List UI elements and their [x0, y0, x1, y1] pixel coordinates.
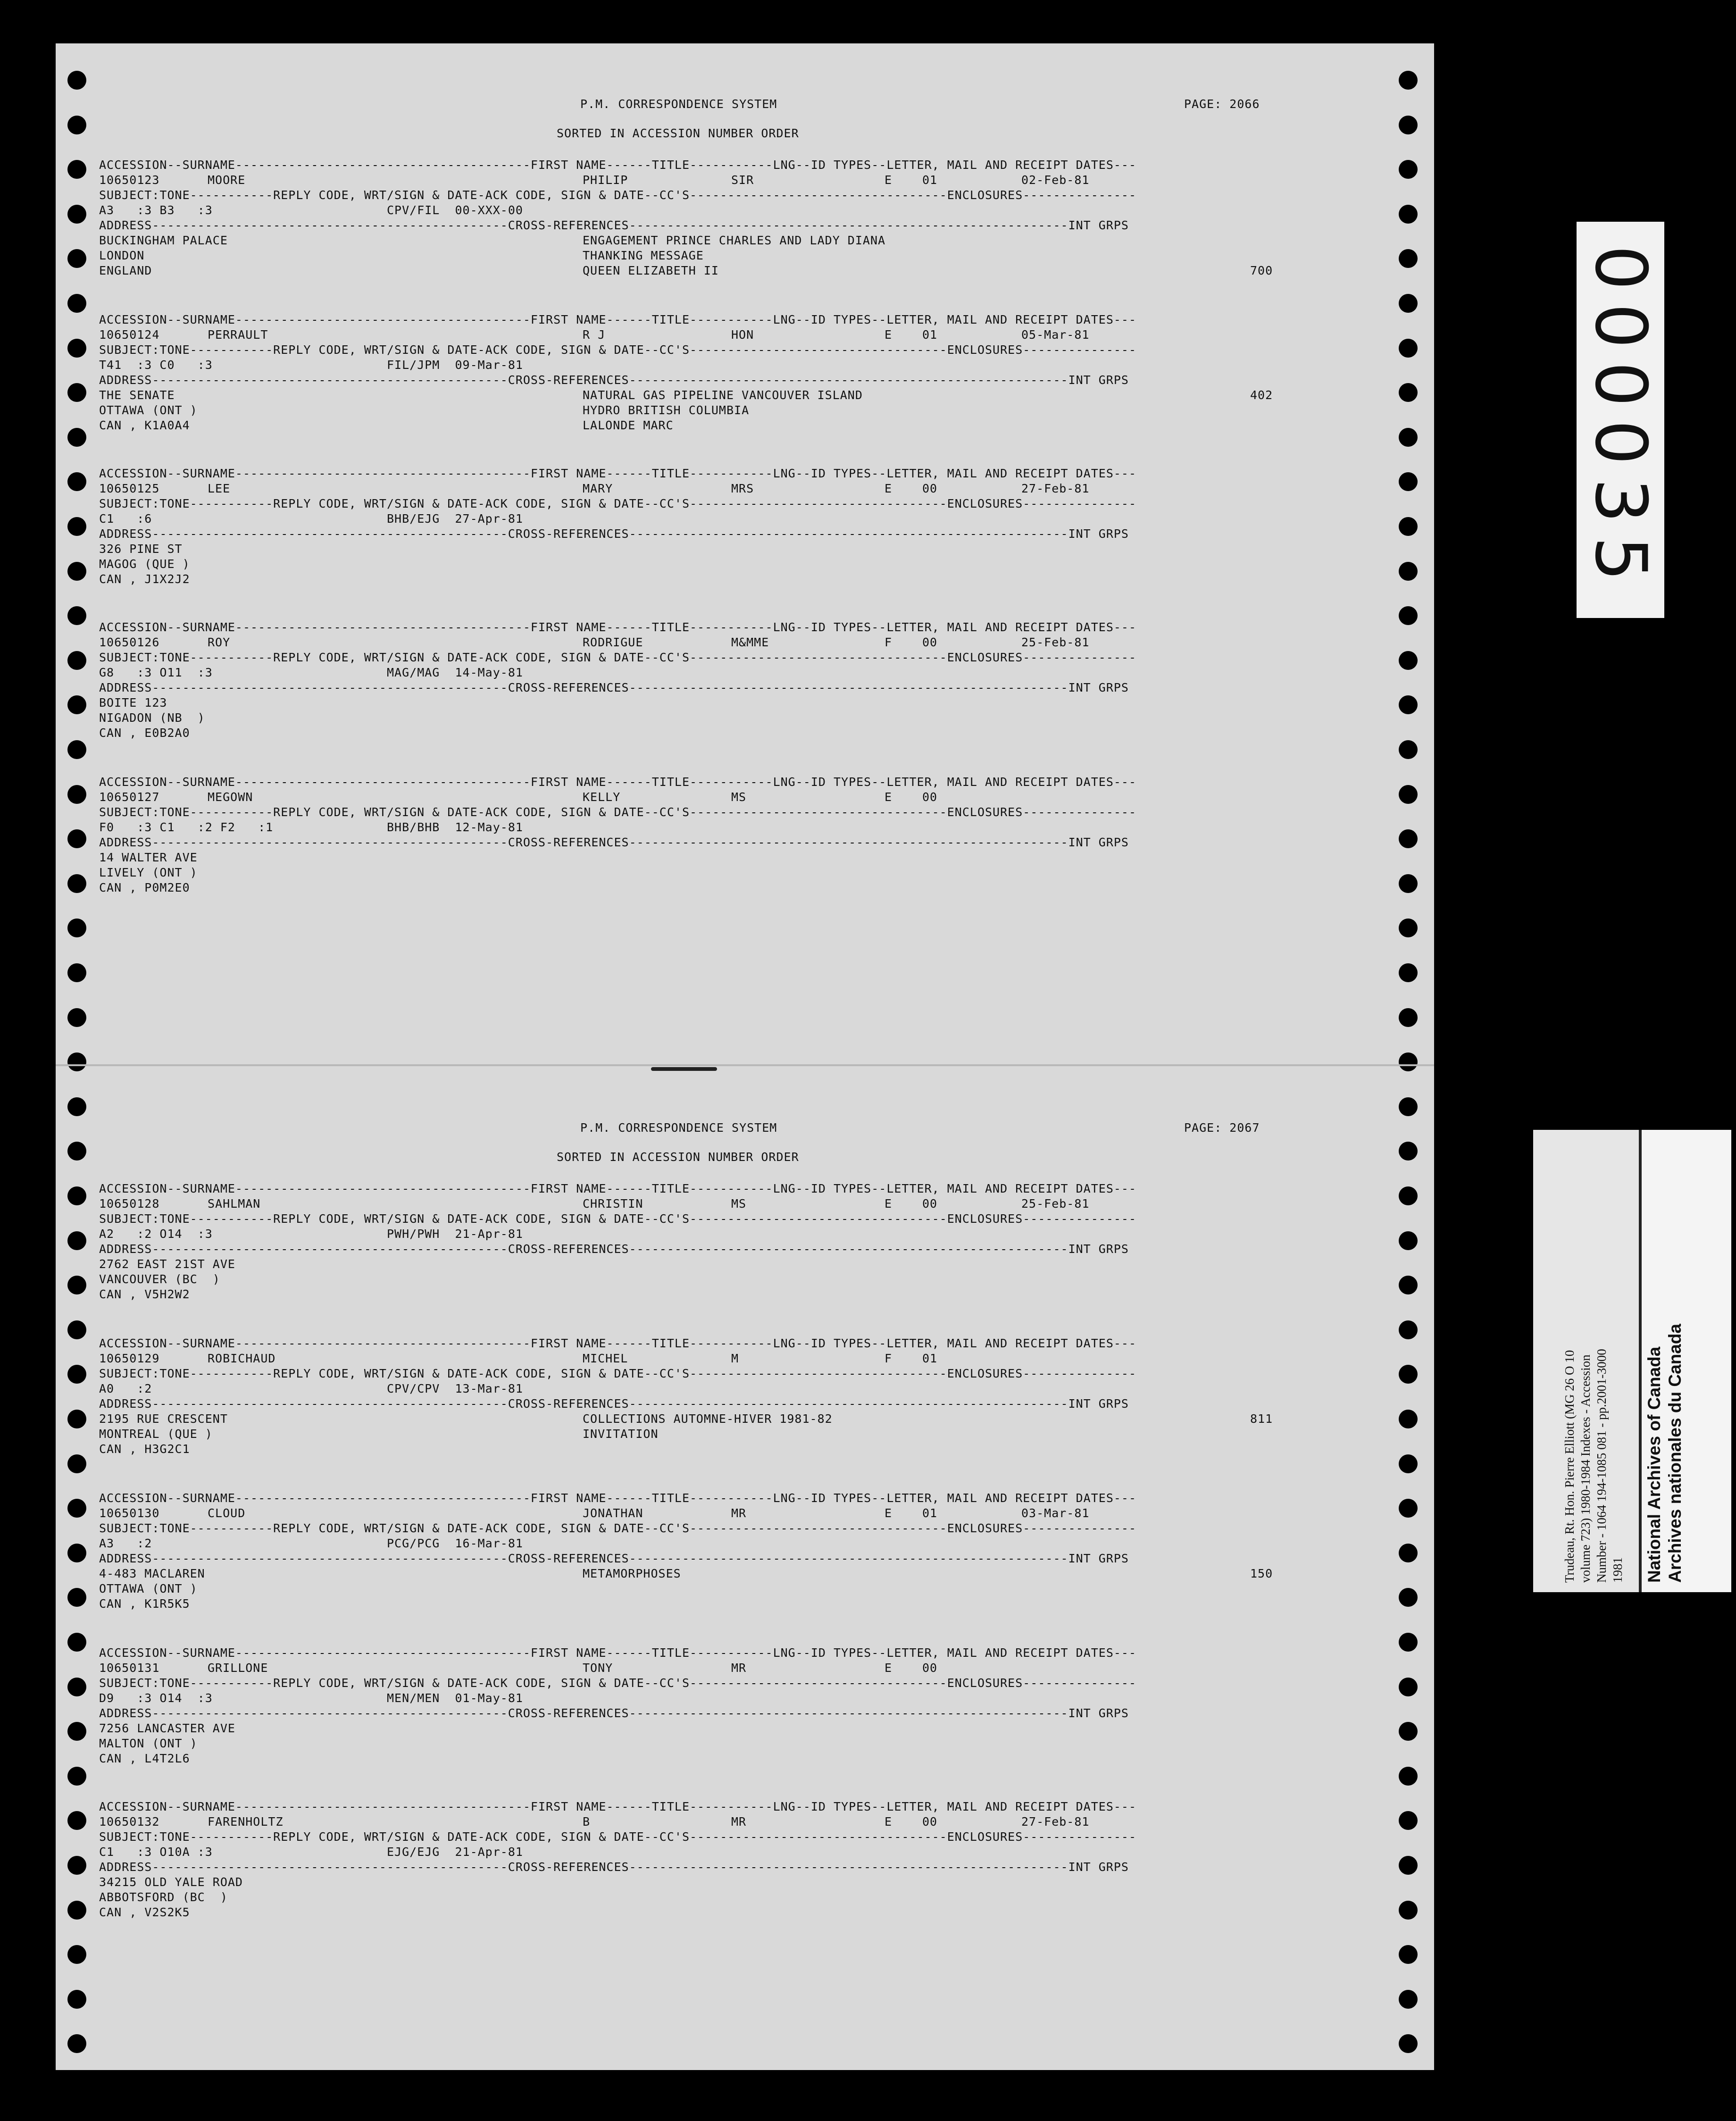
feed-hole	[1399, 1231, 1418, 1250]
accession-stamp	[1577, 222, 1664, 618]
system-title: P.M. CORRESPONDENCE SYSTEM	[580, 97, 777, 111]
first-name: PHILIP	[583, 173, 628, 187]
feed-hole	[67, 1722, 86, 1741]
address-header-line: ADDRESS-----------------------------------------------CROSS-REFERENCES----------------------------------------------------------INT GRPS	[99, 1397, 1129, 1411]
letter-date: 27-Feb-81	[1021, 1815, 1090, 1829]
accession-number: 10650132	[99, 1815, 160, 1829]
feed-hole	[67, 562, 86, 581]
feed-hole	[67, 1186, 86, 1205]
cross-reference: INVITATION	[583, 1427, 659, 1441]
person-title: MR	[731, 1506, 747, 1520]
reply-code: BHB/BHB 12-May-81	[387, 820, 523, 834]
page-perforation	[56, 1064, 1434, 1066]
label-divider	[1639, 1130, 1642, 1592]
subject-header-line: SUBJECT:TONE-----------REPLY CODE, WRT/SIGN & DATE-ACK CODE, SIGN & DATE--CC'S----------------------------------ENCLOSURES---------------	[99, 1676, 1137, 1690]
feed-hole	[1399, 1990, 1418, 2009]
feed-hole	[67, 294, 86, 313]
feed-hole	[1399, 1901, 1418, 1920]
language: F	[885, 635, 893, 649]
person-title: MR	[731, 1661, 747, 1675]
feed-hole	[1399, 383, 1418, 402]
person-title: MR	[731, 1815, 747, 1829]
address-line: CAN , K1R5K5	[99, 1597, 190, 1611]
feed-hole	[1399, 160, 1418, 179]
address-header-line: ADDRESS-----------------------------------------------CROSS-REFERENCES----------------------------------------------------------INT GRPS	[99, 681, 1129, 694]
address-line: VANCOUVER (BC )	[99, 1272, 220, 1286]
feed-hole	[1399, 1856, 1418, 1875]
feed-hole	[67, 1410, 86, 1428]
language: E	[885, 1197, 893, 1211]
first-name: RODRIGUE	[583, 635, 643, 649]
reply-code: PCG/PCG 16-Mar-81	[387, 1536, 523, 1550]
feed-hole	[67, 785, 86, 804]
address-header-line: ADDRESS-----------------------------------------------CROSS-REFERENCES----------------------------------------------------------INT GRPS	[99, 218, 1129, 232]
first-name: MICHEL	[583, 1352, 628, 1365]
accession-number: 10650123	[99, 173, 160, 187]
surname: FARENHOLTZ	[208, 1815, 284, 1829]
record-header-line: ACCESSION--SURNAME---------------------------------------FIRST NAME------TITLE-----------LNG--ID TYPES--LETTER, MAIL AND RECEIPT DATES---	[99, 158, 1137, 172]
feed-hole	[1399, 249, 1418, 268]
feed-hole	[1399, 71, 1418, 90]
subject-header-line: SUBJECT:TONE-----------REPLY CODE, WRT/SIGN & DATE-ACK CODE, SIGN & DATE--CC'S----------------------------------ENCLOSURES---------------	[99, 805, 1137, 819]
subject-tone: A2 :2 O14 :3	[99, 1227, 213, 1241]
address-line: CAN , L4T2L6	[99, 1752, 190, 1765]
accession-number: 10650128	[99, 1197, 160, 1211]
cross-reference: NATURAL GAS PIPELINE VANCOUVER ISLAND	[583, 388, 863, 402]
feed-hole	[1399, 1365, 1418, 1384]
feed-hole	[1399, 1142, 1418, 1161]
accession-number: 10650126	[99, 635, 160, 649]
address-line: ENGLAND	[99, 264, 152, 277]
feed-hole	[1399, 1499, 1418, 1518]
language: E	[885, 1661, 893, 1675]
id-type: 01	[922, 173, 938, 187]
feed-hole	[67, 1856, 86, 1875]
letter-date: 27-Feb-81	[1021, 482, 1090, 495]
reply-code: PWH/PWH 21-Apr-81	[387, 1227, 523, 1241]
address-line: CAN , K1A0A4	[99, 418, 190, 432]
record-header-line: ACCESSION--SURNAME---------------------------------------FIRST NAME------TITLE-----------LNG--ID TYPES--LETTER, MAIL AND RECEIPT DATES---	[99, 620, 1137, 634]
address-header-line: ADDRESS-----------------------------------------------CROSS-REFERENCES----------------------------------------------------------INT GRPS	[99, 527, 1129, 541]
accession-number: 10650127	[99, 790, 160, 804]
address-line: CAN , V5H2W2	[99, 1287, 190, 1301]
id-type: 00	[922, 1197, 938, 1211]
first-name: R J	[583, 328, 606, 342]
int-group: 150	[1250, 1567, 1273, 1580]
address-line: THE SENATE	[99, 388, 175, 402]
reply-code: MEN/MEN 01-May-81	[387, 1691, 523, 1705]
feed-hole	[1399, 1410, 1418, 1428]
feed-hole	[67, 1990, 86, 2009]
feed-hole	[67, 1454, 86, 1473]
archives-name-en: National Archives of Canada	[1644, 1346, 1664, 1583]
letter-date: 02-Feb-81	[1021, 173, 1090, 187]
citation-line-2: volume 723) 1980-1984 Indexes - Accession	[1578, 1354, 1593, 1583]
cross-reference: METAMORPHOSES	[583, 1567, 681, 1580]
id-type: 00	[922, 635, 938, 649]
subject-tone: T41 :3 C0 :3	[99, 358, 213, 372]
feed-hole	[67, 517, 86, 536]
feed-hole	[1399, 785, 1418, 804]
feed-hole	[1399, 651, 1418, 670]
first-name: TONY	[583, 1661, 613, 1675]
feed-hole	[67, 1320, 86, 1339]
feed-hole	[1399, 963, 1418, 982]
feed-hole	[67, 2034, 86, 2053]
address-line: CAN , P0M2E0	[99, 881, 190, 894]
person-title: SIR	[731, 173, 754, 187]
feed-hole	[67, 1365, 86, 1384]
first-name: JONATHAN	[583, 1506, 643, 1520]
feed-hole	[67, 339, 86, 358]
feed-hole	[1399, 1186, 1418, 1205]
reply-code: EJG/EJG 21-Apr-81	[387, 1845, 523, 1859]
address-line: CAN , E0B2A0	[99, 726, 190, 740]
feed-hole	[1399, 740, 1418, 759]
int-group: 811	[1250, 1412, 1273, 1426]
feed-hole	[67, 695, 86, 714]
address-line: OTTAWA (ONT )	[99, 1582, 198, 1595]
address-line: 2762 EAST 21ST AVE	[99, 1257, 235, 1271]
feed-hole	[67, 919, 86, 937]
address-header-line: ADDRESS-----------------------------------------------CROSS-REFERENCES----------------------------------------------------------INT GRPS	[99, 1552, 1129, 1565]
person-title: MS	[731, 790, 747, 804]
cross-reference: THANKING MESSAGE	[583, 249, 704, 262]
letter-date: 03-Mar-81	[1021, 1506, 1090, 1520]
first-name: B	[583, 1815, 591, 1829]
subject-header-line: SUBJECT:TONE-----------REPLY CODE, WRT/SIGN & DATE-ACK CODE, SIGN & DATE--CC'S----------------------------------ENCLOSURES---------------	[99, 497, 1137, 510]
person-title: MRS	[731, 482, 754, 495]
id-type: 01	[922, 1506, 938, 1520]
feed-hole	[67, 1633, 86, 1652]
id-type: 01	[922, 328, 938, 342]
person-title: HON	[731, 328, 754, 342]
surname: GRILLONE	[208, 1661, 268, 1675]
address-line: 14 WALTER AVE	[99, 851, 198, 864]
address-line: ABBOTSFORD (BC )	[99, 1890, 228, 1904]
record-header-line: ACCESSION--SURNAME---------------------------------------FIRST NAME------TITLE-----------LNG--ID TYPES--LETTER, MAIL AND RECEIPT DATES---	[99, 1491, 1137, 1505]
address-header-line: ADDRESS-----------------------------------------------CROSS-REFERENCES----------------------------------------------------------INT GRPS	[99, 373, 1129, 387]
feed-hole	[1399, 116, 1418, 134]
subject-header-line: SUBJECT:TONE-----------REPLY CODE, WRT/SIGN & DATE-ACK CODE, SIGN & DATE--CC'S----------------------------------ENCLOSURES---------------	[99, 1830, 1137, 1844]
accession-number: 10650129	[99, 1352, 160, 1365]
subject-tone: C1 :6	[99, 512, 152, 526]
cross-reference: COLLECTIONS AUTOMNE-HIVER 1981-82	[583, 1412, 833, 1426]
feed-hole	[1399, 205, 1418, 224]
surname: CLOUD	[208, 1506, 246, 1520]
first-name: KELLY	[583, 790, 621, 804]
feed-hole	[1399, 1276, 1418, 1294]
surname: ROBICHAUD	[208, 1352, 276, 1365]
surname: MOORE	[208, 173, 246, 187]
surname: PERRAULT	[208, 328, 268, 342]
feed-hole	[1399, 472, 1418, 491]
page-number: PAGE: 2067	[1184, 1121, 1260, 1135]
surname: LEE	[208, 482, 231, 495]
address-line: MAGOG (QUE )	[99, 557, 190, 571]
feed-hole	[1399, 1722, 1418, 1741]
record-header-line: ACCESSION--SURNAME---------------------------------------FIRST NAME------TITLE-----------LNG--ID TYPES--LETTER, MAIL AND RECEIPT DATES---	[99, 1182, 1137, 1195]
person-title: M&MME	[731, 635, 769, 649]
feed-hole	[67, 874, 86, 893]
feed-hole	[1399, 1544, 1418, 1562]
address-line: OTTAWA (ONT )	[99, 403, 198, 417]
language: E	[885, 482, 893, 495]
feed-hole	[67, 829, 86, 848]
address-header-line: ADDRESS-----------------------------------------------CROSS-REFERENCES----------------------------------------------------------INT GRPS	[99, 1860, 1129, 1874]
address-line: CAN , V2S2K5	[99, 1905, 190, 1919]
int-group: 700	[1250, 264, 1273, 277]
address-line: 326 PINE ST	[99, 542, 183, 556]
address-line: MONTREAL (QUE )	[99, 1427, 213, 1441]
address-line: 34215 OLD YALE ROAD	[99, 1875, 243, 1889]
sort-order: SORTED IN ACCESSION NUMBER ORDER	[557, 126, 799, 140]
letter-date: 25-Feb-81	[1021, 635, 1090, 649]
feed-hole	[1399, 1811, 1418, 1830]
cross-reference: QUEEN ELIZABETH II	[583, 264, 719, 277]
feed-hole	[67, 472, 86, 491]
citation-line-1: Trudeau, Rt. Hon. Pierre Elliott (MG 26 O 10	[1562, 1350, 1577, 1583]
subject-tone: G8 :3 O11 :3	[99, 666, 213, 679]
subject-header-line: SUBJECT:TONE-----------REPLY CODE, WRT/SIGN & DATE-ACK CODE, SIGN & DATE--CC'S----------------------------------ENCLOSURES---------------	[99, 651, 1137, 664]
feed-hole	[67, 1767, 86, 1786]
person-title: M	[731, 1352, 739, 1365]
feed-hole	[67, 1052, 86, 1071]
feed-hole	[67, 1811, 86, 1830]
surname: MEGOWN	[208, 790, 253, 804]
archives-name-fr: Archives nationales du Canada	[1665, 1323, 1685, 1583]
feed-hole	[1399, 1767, 1418, 1786]
feed-hole	[67, 1945, 86, 1964]
feed-hole	[67, 1499, 86, 1518]
subject-tone: C1 :3 O10A :3	[99, 1845, 213, 1859]
id-type: 00	[922, 790, 938, 804]
feed-hole	[67, 1097, 86, 1116]
int-group: 402	[1250, 388, 1273, 402]
subject-tone: F0 :3 C1 :2 F2 :1	[99, 820, 274, 834]
subject-tone: A3 :3 B3 :3	[99, 203, 213, 217]
language: E	[885, 790, 893, 804]
address-line: BUCKINGHAM PALACE	[99, 234, 228, 247]
address-line: NIGADON (NB )	[99, 711, 205, 725]
feed-hole	[67, 1901, 86, 1920]
feed-hole	[1399, 1008, 1418, 1027]
address-line: MALTON (ONT )	[99, 1737, 198, 1750]
feed-hole	[67, 249, 86, 268]
cross-reference: LALONDE MARC	[583, 418, 674, 432]
subject-header-line: SUBJECT:TONE-----------REPLY CODE, WRT/SIGN & DATE-ACK CODE, SIGN & DATE--CC'S----------------------------------ENCLOSURES---------------	[99, 1367, 1137, 1380]
system-title: P.M. CORRESPONDENCE SYSTEM	[580, 1121, 777, 1135]
feed-hole	[1399, 1588, 1418, 1607]
record-header-line: ACCESSION--SURNAME---------------------------------------FIRST NAME------TITLE-----------LNG--ID TYPES--LETTER, MAIL AND RECEIPT DATES---	[99, 1800, 1137, 1813]
first-name: MARY	[583, 482, 613, 495]
letter-date: 05-Mar-81	[1021, 328, 1090, 342]
feed-hole	[67, 160, 86, 179]
address-header-line: ADDRESS-----------------------------------------------CROSS-REFERENCES----------------------------------------------------------INT GRPS	[99, 835, 1129, 849]
feed-hole	[1399, 606, 1418, 625]
feed-hole	[1399, 695, 1418, 714]
citation-line-3: Number - 1064 194-1085 081 - pp.2001-3000	[1594, 1349, 1609, 1583]
reply-code: CPV/CPV 13-Mar-81	[387, 1382, 523, 1395]
feed-hole	[1399, 919, 1418, 937]
reply-code: BHB/EJG 27-Apr-81	[387, 512, 523, 526]
subject-header-line: SUBJECT:TONE-----------REPLY CODE, WRT/SIGN & DATE-ACK CODE, SIGN & DATE--CC'S----------------------------------ENCLOSURES---------------	[99, 343, 1137, 357]
surname: ROY	[208, 635, 231, 649]
reply-code: FIL/JPM 09-Mar-81	[387, 358, 523, 372]
perforation-tear	[651, 1067, 717, 1071]
feed-hole	[1399, 517, 1418, 536]
feed-hole	[1399, 1678, 1418, 1696]
address-line: 7256 LANCASTER AVE	[99, 1721, 235, 1735]
feed-hole	[67, 651, 86, 670]
record-header-line: ACCESSION--SURNAME---------------------------------------FIRST NAME------TITLE-----------LNG--ID TYPES--LETTER, MAIL AND RECEIPT DATES---	[99, 467, 1137, 480]
cross-reference: HYDRO BRITISH COLUMBIA	[583, 403, 750, 417]
feed-hole	[1399, 562, 1418, 581]
language: E	[885, 1506, 893, 1520]
feed-hole	[1399, 428, 1418, 447]
feed-hole	[67, 963, 86, 982]
sort-order: SORTED IN ACCESSION NUMBER ORDER	[557, 1150, 799, 1164]
address-line: LIVELY (ONT )	[99, 866, 198, 879]
language: E	[885, 173, 893, 187]
feed-hole	[1399, 1945, 1418, 1964]
feed-hole	[67, 606, 86, 625]
feed-hole	[1399, 1454, 1418, 1473]
subject-header-line: SUBJECT:TONE-----------REPLY CODE, WRT/SIGN & DATE-ACK CODE, SIGN & DATE--CC'S----------------------------------ENCLOSURES---------------	[99, 188, 1137, 202]
id-type: 00	[922, 1815, 938, 1829]
record-header-line: ACCESSION--SURNAME---------------------------------------FIRST NAME------TITLE-----------LNG--ID TYPES--LETTER, MAIL AND RECEIPT DATES---	[99, 775, 1137, 789]
accession-number: 10650125	[99, 482, 160, 495]
language: E	[885, 1815, 893, 1829]
feed-hole	[67, 383, 86, 402]
page-number: PAGE: 2066	[1184, 97, 1260, 111]
id-type: 01	[922, 1352, 938, 1365]
reply-code: CPV/FIL 00-XXX-00	[387, 203, 523, 217]
citation-line-4: 1981	[1611, 1557, 1625, 1583]
feed-hole	[67, 1276, 86, 1294]
feed-hole	[1399, 1097, 1418, 1116]
feed-hole	[67, 71, 86, 90]
address-line: 4-483 MACLAREN	[99, 1567, 205, 1580]
subject-tone: A0 :2	[99, 1382, 152, 1395]
feed-hole	[67, 1588, 86, 1607]
address-header-line: ADDRESS-----------------------------------------------CROSS-REFERENCES----------------------------------------------------------INT GRPS	[99, 1706, 1129, 1720]
feed-hole	[67, 1231, 86, 1250]
feed-hole	[1399, 1052, 1418, 1071]
language: F	[885, 1352, 893, 1365]
subject-tone: D9 :3 O14 :3	[99, 1691, 213, 1705]
address-header-line: ADDRESS-----------------------------------------------CROSS-REFERENCES----------------------------------------------------------INT GRPS	[99, 1242, 1129, 1256]
record-header-line: ACCESSION--SURNAME---------------------------------------FIRST NAME------TITLE-----------LNG--ID TYPES--LETTER, MAIL AND RECEIPT DATES---	[99, 313, 1137, 326]
feed-hole	[1399, 294, 1418, 313]
feed-hole	[67, 205, 86, 224]
feed-hole	[67, 1678, 86, 1696]
feed-hole	[67, 116, 86, 134]
language: E	[885, 328, 893, 342]
cross-reference: ENGAGEMENT PRINCE CHARLES AND LADY DIANA	[583, 234, 886, 247]
feed-hole	[1399, 1633, 1418, 1652]
first-name: CHRISTIN	[583, 1197, 643, 1211]
feed-hole	[67, 1544, 86, 1562]
archives-label	[1533, 1130, 1731, 1592]
feed-hole	[1399, 829, 1418, 848]
feed-hole	[1399, 339, 1418, 358]
stamp-number: 000035	[1579, 245, 1661, 595]
address-line: CAN , J1X2J2	[99, 572, 190, 586]
address-line: BOITE 123	[99, 696, 167, 710]
feed-hole	[1399, 1320, 1418, 1339]
subject-tone: A3 :2	[99, 1536, 152, 1550]
id-type: 00	[922, 1661, 938, 1675]
accession-number: 10650124	[99, 328, 160, 342]
feed-hole	[67, 428, 86, 447]
address-line: CAN , H3G2C1	[99, 1442, 190, 1456]
id-type: 00	[922, 482, 938, 495]
surname: SAHLMAN	[208, 1197, 261, 1211]
address-line: 2195 RUE CRESCENT	[99, 1412, 228, 1426]
record-header-line: ACCESSION--SURNAME---------------------------------------FIRST NAME------TITLE-----------LNG--ID TYPES--LETTER, MAIL AND RECEIPT DATES---	[99, 1336, 1137, 1350]
letter-date: 25-Feb-81	[1021, 1197, 1090, 1211]
record-header-line: ACCESSION--SURNAME---------------------------------------FIRST NAME------TITLE-----------LNG--ID TYPES--LETTER, MAIL AND RECEIPT DATES---	[99, 1646, 1137, 1660]
feed-hole	[1399, 874, 1418, 893]
person-title: MS	[731, 1197, 747, 1211]
reply-code: MAG/MAG 14-May-81	[387, 666, 523, 679]
feed-hole	[67, 1008, 86, 1027]
accession-number: 10650130	[99, 1506, 160, 1520]
feed-hole	[67, 1142, 86, 1161]
subject-header-line: SUBJECT:TONE-----------REPLY CODE, WRT/SIGN & DATE-ACK CODE, SIGN & DATE--CC'S----------------------------------ENCLOSURES---------------	[99, 1212, 1137, 1226]
feed-hole	[1399, 2034, 1418, 2053]
address-line: LONDON	[99, 249, 145, 262]
subject-header-line: SUBJECT:TONE-----------REPLY CODE, WRT/SIGN & DATE-ACK CODE, SIGN & DATE--CC'S----------------------------------ENCLOSURES---------------	[99, 1521, 1137, 1535]
accession-number: 10650131	[99, 1661, 160, 1675]
feed-hole	[67, 740, 86, 759]
